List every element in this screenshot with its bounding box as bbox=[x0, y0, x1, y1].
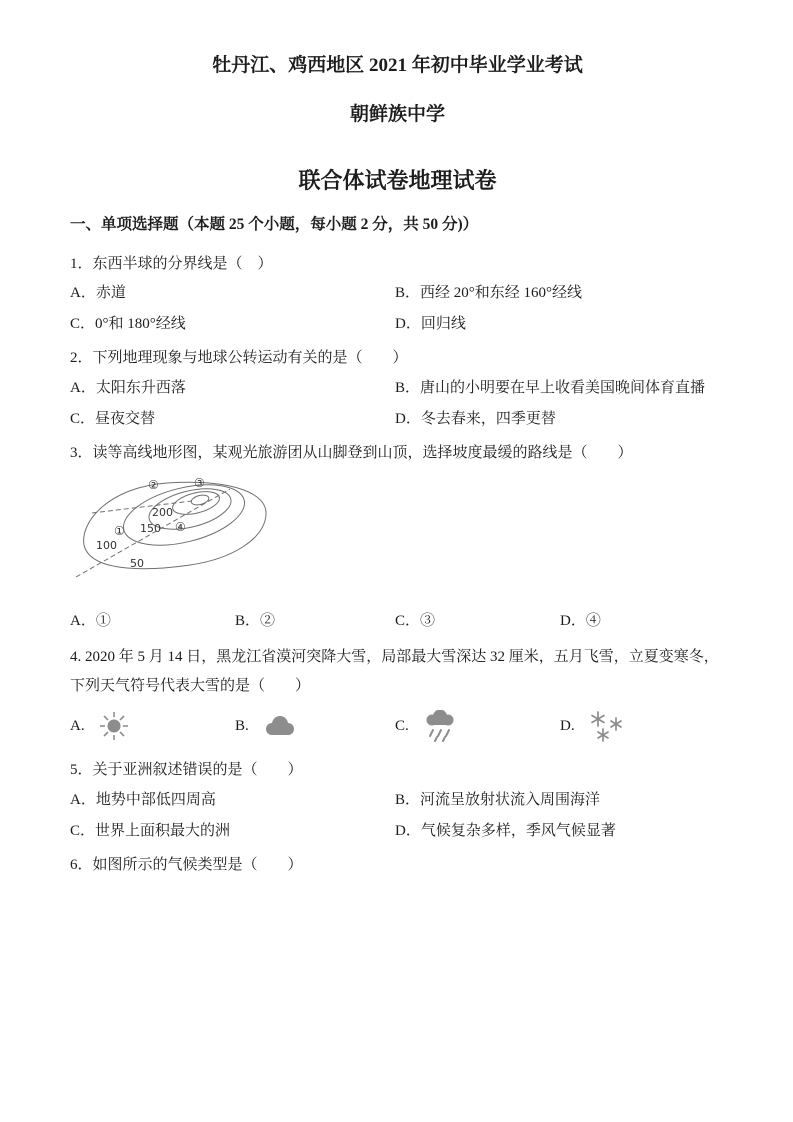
paper-title: 联合体试卷地理试卷 bbox=[298, 168, 497, 193]
q5-stem: 5．关于亚洲叙述错误的是（ ） bbox=[70, 762, 303, 779]
q4-options bbox=[70, 710, 725, 742]
route-3-label: ③ bbox=[194, 476, 205, 491]
q5-option-a: A．地势中部低四周高 bbox=[70, 791, 216, 808]
exam-title-line2: 朝鲜族中学 bbox=[349, 104, 445, 125]
elev-50-label: 50 bbox=[130, 557, 144, 571]
q2-option-d: D．冬去春来，四季更替 bbox=[395, 410, 556, 427]
elev-200-label: 200 bbox=[152, 506, 173, 520]
q2-options bbox=[70, 373, 725, 435]
q1-option-d: D．回归线 bbox=[395, 316, 466, 333]
q4-option-d bbox=[560, 710, 725, 742]
q1-option-b: B．西经 20°和东经 160°经线 bbox=[395, 285, 583, 302]
q4-label-c: C. bbox=[395, 717, 409, 734]
q3-option-d: D．④ bbox=[560, 613, 601, 630]
q4-label-d: D. bbox=[560, 717, 575, 734]
q5-option-d: D．气候复杂多样，季风气候显著 bbox=[395, 822, 616, 839]
q3-options bbox=[70, 606, 725, 637]
q3-option-b: B．② bbox=[235, 613, 276, 630]
q2-option-b: B．唐山的小明要在早上收看美国晚间体育直播 bbox=[395, 379, 706, 396]
q4-option-a bbox=[70, 711, 235, 741]
q5-option-c: C．世界上面积最大的洲 bbox=[70, 822, 231, 839]
q4-stem: 4. 2020 年 5 月 14 日，黑龙江省漠河突降大雪，局部最大雪深达 32 厘米，五月飞雪，立夏变寒冬，下列天气符号代表大雪的是（ ） bbox=[70, 649, 719, 694]
q1-stem: 1．东西半球的分界线是（ ） bbox=[70, 255, 273, 272]
q2-option-a: A．太阳东升西落 bbox=[70, 379, 186, 396]
q4-label-a: A. bbox=[70, 717, 85, 734]
route-4-label: ④ bbox=[175, 520, 186, 535]
q3-stem: 3．读等高线地形图，某观光旅游团从山脚登到山顶，选择坡度最缓的路线是（ ） bbox=[70, 444, 633, 461]
cloud-icon bbox=[261, 714, 297, 738]
contour-peak bbox=[190, 494, 210, 507]
q4-option-b bbox=[235, 714, 395, 738]
q3-option-a: A．① bbox=[70, 613, 111, 630]
q3-figure bbox=[72, 473, 725, 598]
q2-option-c: C．昼夜交替 bbox=[70, 410, 156, 427]
q3-option-c: C．③ bbox=[395, 613, 436, 630]
q4-option-c bbox=[395, 710, 560, 742]
contour-map-figure bbox=[72, 473, 277, 593]
contour-250 bbox=[170, 488, 221, 519]
route-1-label: ① bbox=[114, 524, 125, 539]
q5-option-b: B．河流呈放射状流入周围海洋 bbox=[395, 791, 601, 808]
q6-stem: 6．如图所示的气候类型是（ ） bbox=[70, 856, 303, 873]
rain-shower-icon bbox=[421, 710, 457, 742]
snow-icon bbox=[587, 710, 625, 742]
q5-options bbox=[70, 785, 725, 847]
elev-100-label: 100 bbox=[96, 539, 117, 553]
section-title: 一、单项选择题（本题 25 个小题，每小题 2 分，共 50 分)） bbox=[70, 216, 479, 233]
route-2-label: ② bbox=[148, 478, 159, 493]
q4-label-b: B. bbox=[235, 717, 249, 734]
elev-150-label: 150 bbox=[140, 522, 161, 536]
sun-icon bbox=[97, 711, 131, 741]
q1-option-c: C．0°和 180°经线 bbox=[70, 316, 186, 333]
q1-options bbox=[70, 278, 725, 340]
exam-title-line1: 牡丹江、鸡西地区 2021 年初中毕业学业考试 bbox=[212, 55, 583, 76]
q2-stem: 2．下列地理现象与地球公转运动有关的是（ ） bbox=[70, 350, 408, 367]
q1-option-a: A．赤道 bbox=[70, 285, 126, 302]
